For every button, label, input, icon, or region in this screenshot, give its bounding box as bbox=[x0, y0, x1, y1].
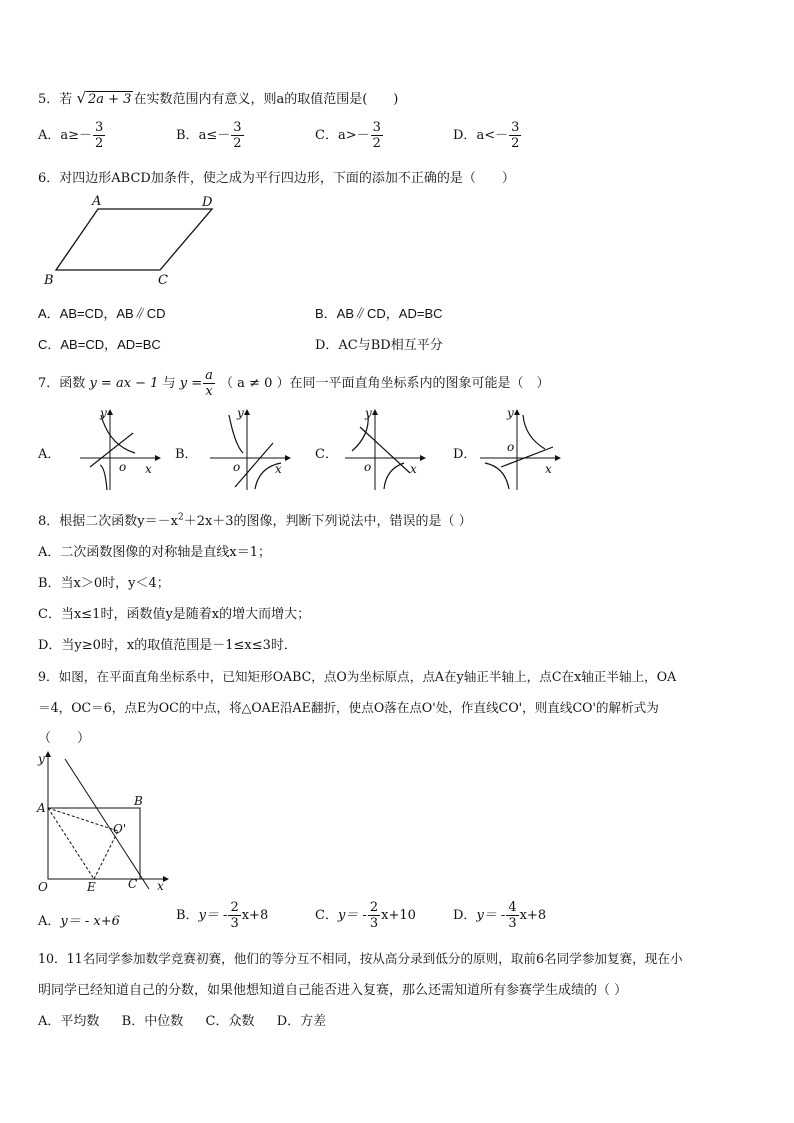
q7-graph-d[interactable] bbox=[475, 405, 565, 495]
q7-stem: 7．函数 y = ax − 1 与 y = $\frac{a}{x}$ （ a ≠ 0 ）在同一平面直角坐标系内的图象可能是（ ） bbox=[38, 368, 550, 399]
q6-option-c[interactable]: C．AB=CD，AD=BC bbox=[38, 337, 161, 352]
svg-text:C: C bbox=[128, 877, 138, 891]
q5-option-a[interactable]: A．a≥－ $\frac{3}{2}$ bbox=[38, 120, 104, 151]
q5-option-d[interactable]: D．a<－ $\frac{3}{2}$ bbox=[453, 120, 520, 151]
q7-option-d-label[interactable]: D． bbox=[453, 447, 477, 462]
q9-stem-line1: 9．如图，在平面直角坐标系中，已知矩形OABC，点O为坐标原点，点A在y轴正半轴上，点C在x轴正半轴上，OA bbox=[38, 669, 677, 684]
svg-text:x: x bbox=[145, 462, 152, 476]
q8-stem: 8．根据二次函数$y=-x^2+2x+3$的图像，判断下列说法中，错误的是（ ） bbox=[38, 512, 472, 529]
svg-text:o: o bbox=[233, 460, 241, 474]
svg-text:x: x bbox=[410, 462, 417, 476]
q7-graph-c[interactable] bbox=[340, 405, 430, 495]
q9-stem-line2: ＝4，OC＝6，点E为OC的中点，将△OAE沿AE翻折，使点O落在点O'处，作直线CO'，则直线CO'的解析式为 bbox=[38, 700, 659, 715]
svg-text:A: A bbox=[37, 801, 46, 815]
svg-text:y: y bbox=[365, 406, 372, 420]
q10-option-c[interactable]: C．众数 bbox=[205, 1014, 255, 1029]
q6-option-a[interactable]: A．AB=CD，AB∥CD bbox=[38, 306, 166, 321]
q6-option-d[interactable]: D．AC与BD相互平分 bbox=[315, 338, 443, 353]
svg-text:O': O' bbox=[113, 822, 127, 836]
q6-parallelogram-figure bbox=[40, 192, 220, 287]
q10-option-b[interactable]: B．中位数 bbox=[121, 1014, 184, 1029]
vertex-label-b: B bbox=[44, 273, 54, 287]
svg-text:O: O bbox=[38, 880, 48, 894]
q9-stem-line3: （ ） bbox=[38, 731, 91, 746]
q8-option-b[interactable]: B．当x＞0时，y＜4； bbox=[38, 576, 170, 591]
svg-text:x: x bbox=[275, 462, 282, 476]
q8-option-d[interactable]: D．当y≥0时，x的取值范围是－1≤x≤3时． bbox=[38, 638, 297, 653]
svg-text:y: y bbox=[100, 406, 107, 420]
q9-option-b[interactable]: B．y＝ - $\frac{2}{3}$ x+8 bbox=[176, 900, 269, 931]
sqrt-symbol: √ bbox=[76, 89, 86, 107]
q7-graph-a[interactable] bbox=[75, 405, 165, 495]
q10-option-a[interactable]: A．平均数 bbox=[38, 1014, 100, 1029]
q10-option-d[interactable]: D．方差 bbox=[276, 1014, 327, 1029]
svg-text:E: E bbox=[87, 880, 96, 894]
q10-stem-line2: 明同学已经知道自己的分数，如果他想知道自己能否进入复赛，那么还需知道所有参赛学生成绩的（ ） bbox=[38, 983, 628, 998]
q5-option-b[interactable]: B．a≤－ $\frac{3}{2}$ bbox=[176, 120, 242, 151]
q7-graph-b[interactable] bbox=[205, 405, 295, 495]
svg-text:y: y bbox=[237, 406, 244, 420]
q5-option-c[interactable]: C．a>－ $\frac{3}{2}$ bbox=[315, 120, 381, 151]
radicand: 2a + 3 bbox=[88, 92, 132, 107]
q9-option-d[interactable]: D．y＝ - $\frac{4}{3}$ x+8 bbox=[453, 900, 547, 931]
q8-option-c[interactable]: C．当x≤1时，函数值y是随着x的增大而增大； bbox=[38, 607, 311, 622]
svg-text:o: o bbox=[364, 460, 372, 474]
q9-rectangle-figure bbox=[35, 745, 175, 895]
vertex-label-d: D bbox=[202, 195, 213, 210]
svg-text:y: y bbox=[507, 406, 514, 420]
q9-option-c[interactable]: C．y＝ - $\frac{2}{3}$ x+10 bbox=[315, 900, 416, 931]
q6-option-b[interactable]: B．AB∥CD，AD=BC bbox=[315, 306, 443, 321]
svg-text:o: o bbox=[119, 460, 127, 474]
svg-text:o: o bbox=[507, 440, 515, 454]
q7-option-a-label[interactable]: A． bbox=[38, 447, 61, 462]
q10-stem-line1: 10．11名同学参加数学竞赛初赛，他们的等分互不相同，按从高分录到低分的原则，取前6名同学参加复赛，现在小 bbox=[38, 951, 683, 966]
svg-text:x: x bbox=[157, 879, 164, 893]
q7-option-b-label[interactable]: B． bbox=[175, 447, 198, 462]
q6-stem: 6．对四边形ABCD加条件，使之成为平行四边形，下面的添加不正确的是（ ） bbox=[38, 171, 515, 186]
q9-option-a[interactable]: A．y＝ - x+6 bbox=[38, 914, 120, 929]
linear-function: y = ax − 1 bbox=[89, 376, 159, 391]
q10-options bbox=[38, 1010, 326, 1029]
svg-text:y: y bbox=[38, 752, 45, 766]
svg-text:B: B bbox=[134, 794, 143, 808]
q5-stem: 5．若 √ 2a + 3 在实数范围内有意义，则a的取值范围是( ) bbox=[38, 89, 399, 107]
q7-option-c-label[interactable]: C． bbox=[315, 447, 338, 462]
svg-text:x: x bbox=[545, 462, 552, 476]
vertex-label-c: C bbox=[158, 273, 168, 287]
q8-option-a[interactable]: A．二次函数图像的对称轴是直线x＝1； bbox=[38, 545, 271, 560]
vertex-label-a: A bbox=[92, 194, 102, 209]
